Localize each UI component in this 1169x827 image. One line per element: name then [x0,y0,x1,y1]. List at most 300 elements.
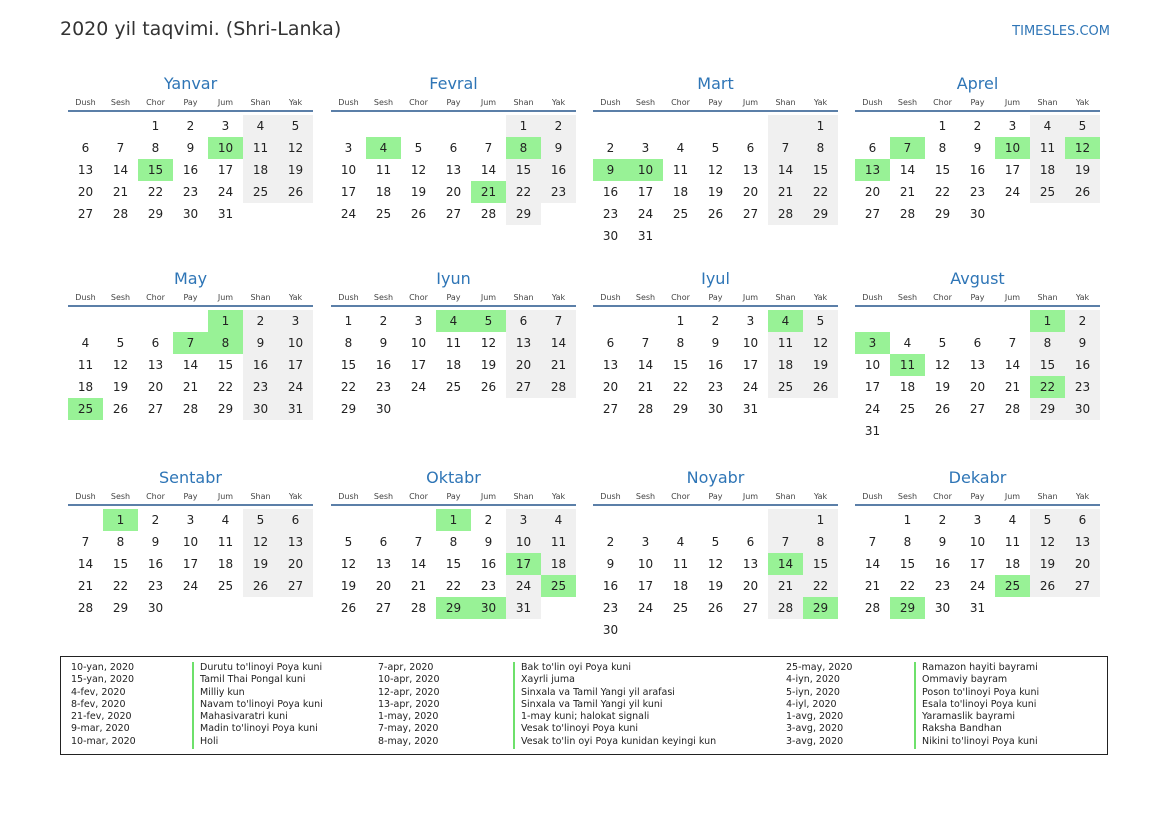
day-cell: 4 [541,509,576,531]
day-cell: 8 [449,535,458,549]
weekday-label: Jum [1004,492,1021,501]
holiday-day-cell: 25 [995,575,1030,597]
weekday-label: Jum [742,98,759,107]
day-cell: 28 [541,376,576,398]
day-cell: 14 [480,163,497,177]
weekday-label: Chor [933,98,952,107]
legend-date: 1-may, 2020 [378,711,439,723]
holiday-day-cell: 29 [890,597,925,619]
day-cell: 17 [864,380,881,394]
day-cell: 24 [969,579,986,593]
day-cell: 4 [1008,513,1017,527]
empty-cell [331,115,366,137]
day-cell: 21 [768,181,803,203]
day-cell: 30 [182,207,199,221]
legend-holiday-name: Esala to'linoyi Poya kuni [922,698,1037,710]
weekday-label: Jum [217,293,234,302]
empty-cell [138,310,173,332]
day-cell: 9 [151,535,160,549]
day-cell: 15 [1030,354,1065,376]
weekday-label: Shan [513,293,534,302]
day-cell: 27 [742,601,759,615]
weekday-label: Dush [75,293,96,302]
weekday-header [68,98,313,112]
day-cell: 21 [768,575,803,597]
day-cell: 27 [375,601,392,615]
day-cell: 11 [672,163,689,177]
legend-date: 8-may, 2020 [378,735,439,747]
day-cell: 8 [903,535,912,549]
day-cell: 18 [375,185,392,199]
day-cell: 1 [903,513,912,527]
empty-cell [663,115,698,137]
day-cell: 7 [414,535,423,549]
legend-date: 5-iyn, 2020 [786,686,840,698]
day-cell: 15 [112,557,129,571]
day-cell: 27 [147,402,164,416]
day-cell: 9 [541,137,576,159]
day-cell: 5 [803,310,838,332]
day-cell: 22 [803,181,838,203]
legend-holiday-name: Madin to'linoyi Poya kuni [200,723,318,735]
holiday-day-cell: 12 [1065,137,1100,159]
empty-cell [663,509,698,531]
day-cell: 28 [480,207,497,221]
day-cell: 8 [1030,332,1065,354]
day-cell: 16 [1065,354,1100,376]
day-cell: 28 [768,203,803,225]
holiday-day-cell: 11 [890,354,925,376]
legend-holiday-name: Xayrli juma [521,674,575,686]
weekday-label: Chor [146,98,165,107]
legend-holiday-name: Navam to'linoyi Poya kuni [200,698,323,710]
day-cell: 26 [340,601,357,615]
day-cell: 27 [445,207,462,221]
day-grid [68,115,313,225]
weekday-label: Jum [742,492,759,501]
day-cell: 7 [1008,336,1017,350]
day-cell: 7 [484,141,493,155]
legend-date: 10-mar, 2020 [71,735,136,747]
day-cell: 27 [278,575,313,597]
day-cell: 29 [112,601,129,615]
day-cell: 19 [934,380,951,394]
day-cell: 7 [116,141,125,155]
weekday-label: Yak [813,98,828,107]
holiday-day-cell: 4 [768,310,803,332]
day-grid [593,509,838,641]
day-cell: 7 [541,310,576,332]
day-cell: 24 [278,376,313,398]
day-cell: 11 [375,163,392,177]
holiday-day-cell: 1 [436,509,471,531]
day-cell: 2 [606,141,615,155]
empty-cell [173,310,208,332]
day-cell: 17 [182,557,199,571]
day-cell: 22 [217,380,234,394]
day-cell: 31 [637,229,654,243]
day-cell: 23 [707,380,724,394]
day-cell: 29 [340,402,357,416]
day-cell: 14 [1004,358,1021,372]
day-cell: 3 [278,310,313,332]
day-cell: 6 [746,535,755,549]
day-cell: 18 [445,358,462,372]
day-cell: 19 [278,159,313,181]
holiday-day-cell: 29 [803,597,838,619]
holiday-day-cell: 1 [103,509,138,531]
day-cell: 2 [484,513,493,527]
month-avgust [855,269,1100,442]
day-cell: 28 [768,597,803,619]
day-cell: 23 [182,185,199,199]
day-cell: 17 [742,358,759,372]
day-cell: 22 [899,579,916,593]
legend-name-column [922,662,1039,748]
day-cell: 19 [803,354,838,376]
day-cell: 22 [506,181,541,203]
empty-cell [890,115,925,137]
day-cell: 11 [1004,535,1021,549]
weekday-label: Yak [1075,98,1090,107]
day-cell: 13 [742,557,759,571]
day-cell: 23 [934,579,951,593]
day-cell: 18 [243,159,278,181]
holiday-day-cell: 1 [208,310,243,332]
month-may [68,269,313,420]
weekday-label: Shan [1037,293,1058,302]
day-cell: 24 [340,207,357,221]
day-cell: 30 [375,402,392,416]
weekday-label: Shan [1037,98,1058,107]
day-cell: 6 [606,336,615,350]
legend-date: 13-apr, 2020 [378,698,440,710]
empty-cell [698,115,733,137]
month-name: Iyul [701,269,730,288]
day-cell: 18 [217,557,234,571]
day-cell: 14 [182,358,199,372]
month-fevral [331,74,576,225]
day-cell: 9 [243,332,278,354]
day-cell: 16 [969,163,986,177]
weekday-label: Sesh [635,98,656,107]
day-cell: 8 [151,141,160,155]
holiday-day-cell: 25 [68,398,103,420]
legend-holiday-name: Ommaviy bayram [922,674,1008,686]
day-cell: 12 [340,557,357,571]
legend-date-column [71,662,136,748]
weekday-label: Shan [513,98,534,107]
weekday-label: Shan [513,492,534,501]
day-cell: 16 [243,354,278,376]
weekday-label: Jum [480,98,497,107]
weekday-label: Sesh [373,98,394,107]
day-cell: 25 [217,579,234,593]
weekday-label: Sesh [897,492,918,501]
empty-cell [628,310,663,332]
day-cell: 3 [746,314,755,328]
empty-cell [593,115,628,137]
day-cell: 20 [147,380,164,394]
weekday-label: Yak [551,492,566,501]
day-cell: 9 [606,557,615,571]
legend-holiday-name: Bak to'lin oyi Poya kuni [521,662,631,673]
day-cell: 21 [410,579,427,593]
day-cell: 27 [602,402,619,416]
day-cell: 16 [602,185,619,199]
day-cell: 22 [147,185,164,199]
day-cell: 14 [899,163,916,177]
day-cell: 30 [602,229,619,243]
day-cell: 29 [217,402,234,416]
day-cell: 13 [445,163,462,177]
day-cell: 13 [1065,531,1100,553]
legend-date: 7-apr, 2020 [378,662,434,673]
weekday-label: Jum [480,293,497,302]
weekday-label: Yak [288,492,303,501]
day-grid [331,310,576,420]
empty-cell [960,310,995,332]
day-cell: 26 [278,181,313,203]
day-cell: 19 [480,358,497,372]
day-cell: 3 [641,535,650,549]
day-cell: 30 [707,402,724,416]
day-cell: 20 [742,185,759,199]
weekday-label: Dush [600,293,621,302]
day-cell: 14 [864,557,881,571]
weekday-label: Dush [600,492,621,501]
weekday-label: Chor [671,293,690,302]
weekday-label: Jum [1004,98,1021,107]
day-cell: 19 [707,185,724,199]
month-name: Yanvar [163,74,218,93]
day-cell: 13 [602,358,619,372]
weekday-label: Jum [480,492,497,501]
day-cell: 13 [742,163,759,177]
day-cell: 2 [379,314,388,328]
day-cell: 15 [899,557,916,571]
month-name: May [173,269,208,288]
weekday-label: Jum [742,293,759,302]
holiday-day-cell: 17 [506,553,541,575]
day-cell: 19 [410,185,427,199]
day-cell: 6 [868,141,877,155]
legend-divider [914,662,916,749]
day-cell: 20 [1065,553,1100,575]
holiday-day-cell: 25 [541,575,576,597]
month-name: Dekabr [948,468,1007,487]
day-cell: 15 [803,553,838,575]
holiday-day-cell: 3 [855,332,890,354]
day-cell: 28 [637,402,654,416]
legend-holiday-name: Nikini to'linoyi Poya kuni [922,735,1038,747]
day-cell: 19 [707,579,724,593]
empty-cell [733,509,768,531]
day-cell: 20 [445,185,462,199]
day-cell: 24 [217,185,234,199]
day-grid [593,310,838,420]
day-cell: 1 [506,115,541,137]
day-cell: 26 [410,207,427,221]
day-cell: 5 [938,336,947,350]
day-cell: 17 [1004,163,1021,177]
day-grid [855,509,1100,619]
weekday-label: Dush [338,98,359,107]
weekday-label: Shan [250,492,271,501]
empty-cell [995,310,1030,332]
day-cell: 24 [864,402,881,416]
day-cell: 26 [1065,181,1100,203]
day-cell: 24 [506,575,541,597]
day-cell: 24 [410,380,427,394]
day-cell: 8 [116,535,125,549]
day-cell: 3 [221,119,230,133]
weekday-label: Shan [775,293,796,302]
day-cell: 2 [151,513,160,527]
day-cell: 30 [602,623,619,637]
day-cell: 8 [803,137,838,159]
day-cell: 18 [672,185,689,199]
day-cell: 7 [768,137,803,159]
day-cell: 5 [243,509,278,531]
day-cell: 12 [243,531,278,553]
day-cell: 2 [938,513,947,527]
day-cell: 25 [1030,181,1065,203]
day-cell: 10 [864,358,881,372]
day-cell: 17 [410,358,427,372]
day-cell: 8 [344,336,353,350]
day-cell: 6 [973,336,982,350]
day-cell: 21 [864,579,881,593]
holiday-legend [60,656,1108,755]
day-grid [593,115,838,247]
day-cell: 11 [1030,137,1065,159]
day-cell: 20 [278,553,313,575]
weekday-label: Yak [551,293,566,302]
day-cell: 25 [672,601,689,615]
day-cell: 10 [742,336,759,350]
day-cell: 22 [112,579,129,593]
day-cell: 5 [1065,115,1100,137]
day-cell: 14 [410,557,427,571]
empty-cell [68,310,103,332]
day-cell: 12 [934,358,951,372]
day-cell: 7 [768,531,803,553]
day-cell: 16 [480,557,497,571]
day-cell: 25 [243,181,278,203]
holiday-day-cell: 22 [1030,376,1065,398]
day-cell: 6 [278,509,313,531]
month-dekabr [855,468,1100,619]
holiday-day-cell: 7 [890,137,925,159]
day-cell: 29 [506,203,541,225]
weekday-label: Dush [75,98,96,107]
weekday-label: Pay [970,492,985,501]
legend-date: 4-fev, 2020 [71,686,126,698]
day-cell: 20 [375,579,392,593]
weekday-header [68,492,313,506]
day-grid [855,310,1100,442]
holiday-day-cell: 1 [1030,310,1065,332]
legend-date: 10-apr, 2020 [378,674,440,686]
legend-holiday-name: Milliy kun [200,686,245,698]
empty-cell [698,509,733,531]
day-cell: 18 [541,553,576,575]
day-cell: 1 [803,509,838,531]
day-cell: 23 [1065,376,1100,398]
day-cell: 6 [81,141,90,155]
day-cell: 21 [112,185,129,199]
day-cell: 22 [672,380,689,394]
day-cell: 3 [973,513,982,527]
weekday-label: Pay [708,293,723,302]
legend-divider [192,662,194,749]
empty-cell [68,115,103,137]
day-cell: 15 [934,163,951,177]
day-cell: 26 [243,575,278,597]
day-cell: 23 [243,376,278,398]
day-cell: 19 [1065,159,1100,181]
legend-divider [513,662,515,749]
day-cell: 27 [742,207,759,221]
legend-holiday-name: Poson to'linoyi Poya kuni [922,686,1040,698]
legend-holiday-name: Sinxala va Tamil Yangi yil kuni [521,698,663,710]
day-cell: 8 [803,531,838,553]
legend-holiday-name: Tamil Thai Pongal kuni [200,674,306,686]
empty-cell [768,509,803,531]
legend-holiday-name: 1-may kuni; halokat signali [521,711,650,723]
day-cell: 12 [278,137,313,159]
site-link[interactable]: TIMESLES.COM [1012,24,1110,39]
day-cell: 27 [1065,575,1100,597]
day-cell: 13 [278,531,313,553]
day-cell: 2 [606,535,615,549]
day-cell: 28 [182,402,199,416]
weekday-label: Sesh [635,293,656,302]
holiday-day-cell: 30 [471,597,506,619]
day-cell: 2 [973,119,982,133]
weekday-label: Chor [409,98,428,107]
empty-cell [593,310,628,332]
day-cell: 12 [480,336,497,350]
weekday-label: Shan [775,98,796,107]
day-cell: 11 [217,535,234,549]
empty-cell [103,115,138,137]
day-cell: 8 [676,336,685,350]
day-cell: 6 [506,310,541,332]
month-name: Noyabr [686,468,745,487]
day-cell: 15 [672,358,689,372]
weekday-label: Dush [862,293,883,302]
day-cell: 30 [934,601,951,615]
day-cell: 27 [77,207,94,221]
legend-date: 21-fev, 2020 [71,711,132,723]
day-cell: 17 [637,185,654,199]
day-cell: 6 [151,336,160,350]
day-grid [68,310,313,420]
day-cell: 23 [375,380,392,394]
day-cell: 31 [217,207,234,221]
weekday-header [593,492,838,506]
day-grid [331,509,576,619]
day-cell: 2 [541,115,576,137]
day-cell: 29 [934,207,951,221]
weekday-label: Chor [933,492,952,501]
month-yanvar [68,74,313,225]
legend-date: 9-mar, 2020 [71,723,130,735]
day-cell: 4 [221,513,230,527]
day-cell: 23 [147,579,164,593]
